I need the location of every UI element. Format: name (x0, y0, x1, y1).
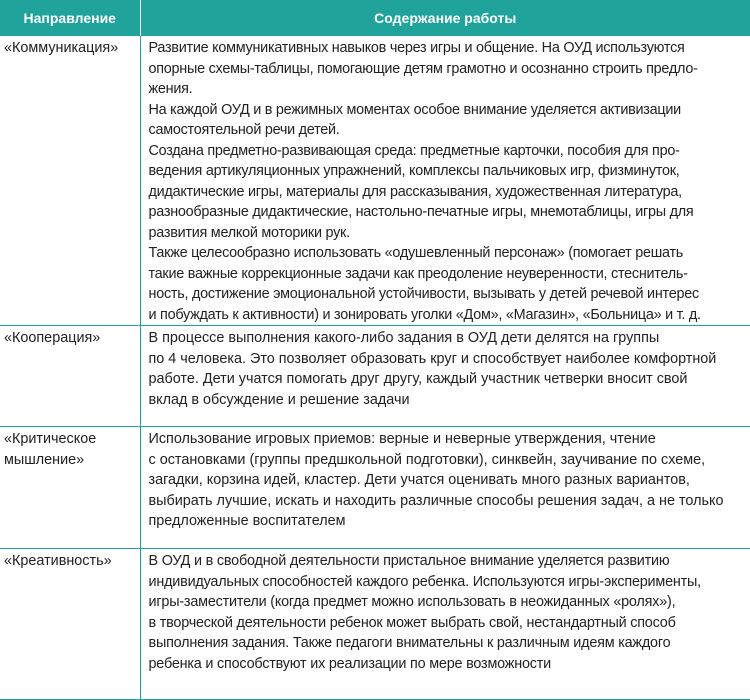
row-content (140, 427, 750, 549)
content-line: такие важные коррекционные задачи как преодоление неуверенности, стеснитель- (148, 265, 688, 282)
content-line: вклад в обсуждение и решение задачи (148, 391, 410, 408)
header-content: Содержание работы (140, 0, 750, 36)
content-line: работе. Дети учатся помогать друг другу, каждый участник четверки вносит свой (148, 371, 688, 387)
table-row (0, 326, 750, 427)
content-line: ведения артикуляционных упражнений, комплексы пальчиковых игр, физминуток, (148, 163, 680, 179)
content-line: опорные схемы-таблицы, помогающие детям грамотно и осознанно строить предло- (148, 60, 698, 77)
content-line: предложенные воспитателем (148, 513, 346, 529)
content-line: В ОУД и в свободной деятельности пристальное внимание уделяется развитию (148, 553, 670, 569)
content-line: игры-заместители (когда предмет можно использовать в неожиданных «ролях»), (148, 594, 676, 610)
row-direction: «Коммуникация» (0, 36, 140, 326)
content-line: Развитие коммуникативных навыков через игры и общение. На ОУД используются (148, 40, 685, 56)
content-line: индивидуальных способностей каждого ребенка. Используются игры-эксперименты, (148, 573, 701, 590)
direction-line: «Критическое (4, 431, 97, 447)
direction-line: мышление» (4, 451, 85, 468)
table-row (0, 549, 750, 700)
row-direction: «Кооперация» (0, 326, 140, 427)
row-content (140, 549, 750, 700)
table-row (0, 427, 750, 549)
content-line: загадки, корзина идей, кластер. Дети учатся оценивать много разных вариантов, (148, 472, 690, 488)
row-direction (0, 427, 140, 549)
content-line: в творческой деятельности ребенок может выбрать свой, нестандартный способ (148, 614, 676, 631)
content-line: развития мелкой моторики рук. (148, 224, 350, 241)
content-line: Также целесообразно использовать «одушевленный персонаж» (помогает решать (148, 245, 684, 261)
header-direction: Направление (0, 0, 140, 36)
row-direction: «Креативность» (0, 549, 140, 700)
content-line: самостоятельной речи детей. (148, 122, 340, 138)
row-content (140, 326, 750, 427)
content-line: Использование игровых приемов: верные и неверные утверждения, чтение (148, 431, 656, 447)
content-line: Создана предметно-развивающая среда: предметные карточки, пособия для про- (148, 142, 680, 159)
content-line: разнообразные дидактические, настольно-печатные игры, мнемотаблицы, игры для (148, 204, 694, 220)
table-row (0, 36, 750, 326)
content-line: В процессе выполнения какого-либо задания в ОУД дети делятся на группы (148, 330, 660, 346)
row-content (140, 36, 750, 326)
content-line: ность, достижение эмоциональной устойчивости, вызывать у детей речевой интерес (148, 286, 699, 302)
content-line: ребенка и способствуют их реализации по мере возможности (148, 655, 551, 672)
content-line: с остановками (группы предшкольной подготовки), синквейн, заучивание по схеме, (148, 451, 706, 468)
content-line: по 4 человека. Это позволяет образовать круг и способствует наиболее комфортной (148, 350, 717, 367)
content-line: и побуждать к активности) и зонировать уголки «Дом», «Магазин», «Больница» и т. д. (148, 306, 701, 323)
content-line: дидактические игры, материалы для рассказывания, художественная литература, (148, 183, 682, 200)
table-header-row (0, 0, 750, 36)
content-line: выполнения задания. Также педагоги внимательны к различным идеям каждого (148, 635, 671, 651)
content-line: На каждой ОУД и в режимных моментах особое внимание уделяется активизации (148, 101, 681, 118)
content-line: выбирать лучшие, искать и находить различные способы решения задач, а не только (148, 492, 724, 509)
content-line: жения. (148, 81, 193, 97)
